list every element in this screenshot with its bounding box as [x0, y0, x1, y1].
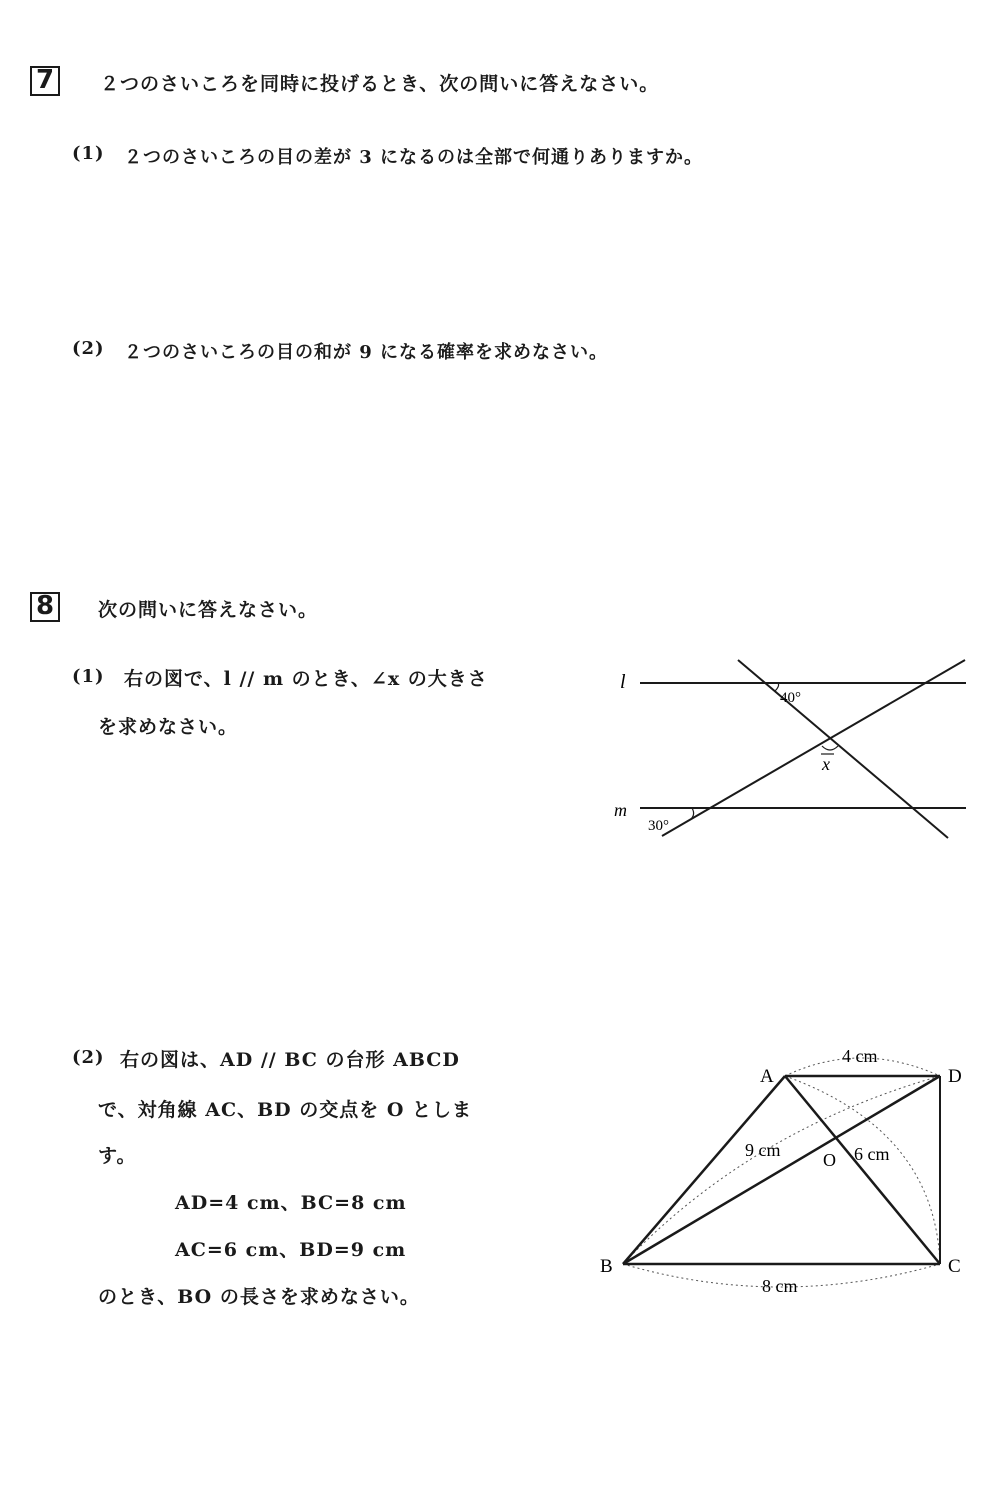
- question-8-2-line-2: で、対角線 AC、BD の交点を O としま: [98, 1099, 473, 1121]
- question-8-1-line-1: 右の図で、l // m のとき、∠x の大きさ: [124, 668, 488, 690]
- transversal-2: [662, 660, 965, 836]
- question-7-1-label: (1): [72, 143, 105, 164]
- length-bd: 9 cm: [745, 1140, 781, 1160]
- diagonal-bd: [623, 1076, 940, 1264]
- question-7-2-text: ２つのさいころの目の和が 9 になる確率を求めなさい。: [124, 342, 609, 363]
- question-8-2-line-3: す。: [98, 1145, 137, 1167]
- label-l: l: [620, 671, 626, 693]
- question-8-number: 8: [30, 592, 60, 622]
- question-7-1-text: ２つのさいころの目の差が 3 になるのは全部で何通りありますか。: [124, 147, 704, 168]
- question-8-1-line-2: を求めなさい。: [98, 716, 239, 738]
- parallel-lines-figure: [600, 650, 980, 850]
- intersection-o: O: [823, 1150, 836, 1170]
- transversal-1: [738, 660, 948, 838]
- question-8-2-label: (2): [72, 1047, 105, 1068]
- question-8-2-line-5: AC=6 cm、BD=9 cm: [175, 1239, 407, 1261]
- vertex-b: B: [600, 1256, 613, 1277]
- trapezoid-figure: [590, 1040, 980, 1310]
- vertex-d: D: [948, 1066, 962, 1087]
- length-ad: 4 cm: [842, 1046, 878, 1066]
- question-8-2-line-6: のとき、BO の長さを求めなさい。: [98, 1286, 420, 1308]
- angle-40-label: 40°: [780, 690, 801, 706]
- length-ac: 6 cm: [854, 1144, 890, 1164]
- angle-40-arc: [775, 683, 779, 691]
- diagonal-ac: [785, 1076, 940, 1264]
- question-7-prompt: ２つのさいころを同時に投げるとき、次の問いに答えなさい。: [100, 73, 660, 95]
- angle-x-arc: [822, 746, 838, 750]
- question-8-2-line-1: 右の図は、AD // BC の台形 ABCD: [120, 1049, 460, 1071]
- question-8-prompt: 次の問いに答えなさい。: [98, 599, 319, 621]
- vertex-a: A: [760, 1066, 774, 1087]
- question-8-1-label: (1): [72, 666, 105, 687]
- question-8-2-line-4: AD=4 cm、BC=8 cm: [175, 1192, 407, 1214]
- vertex-c: C: [948, 1256, 961, 1277]
- question-7-number: 7: [30, 66, 60, 96]
- question-7-2-label: (2): [72, 338, 105, 359]
- label-m: m: [614, 800, 627, 820]
- length-bc: 8 cm: [762, 1276, 798, 1296]
- side-ab: [623, 1076, 785, 1264]
- angle-x-label: x: [822, 754, 830, 774]
- angle-30-label: 30°: [648, 818, 669, 834]
